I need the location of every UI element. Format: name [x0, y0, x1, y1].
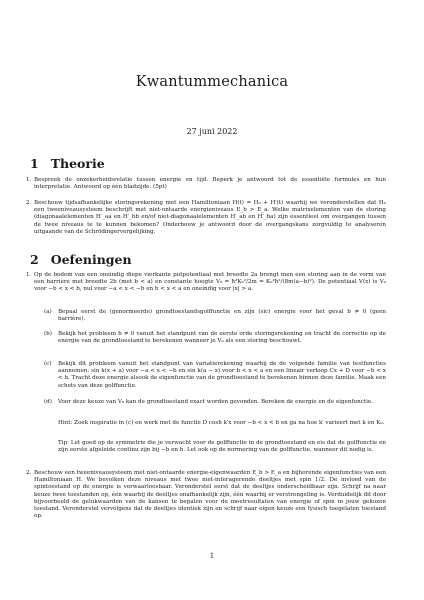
section-heading-oefeningen — [30, 252, 132, 267]
question-number: 2. — [26, 200, 32, 206]
document-title: Kwantummechanica — [135, 74, 289, 90]
part-label: (a) — [44, 309, 52, 315]
exercise-1-hint: Hint: Zoek inspiratie in (c) en werk met de functie D cosh k′x voor −b < x < b en ga na hoe k′ varieert met k en K₀. — [58, 420, 385, 426]
part-label: (c) — [44, 361, 52, 367]
part-text: Voor deze keuze van V₀ kan de grondtoestand exact worden gevonden. Bereken de energie en de eigenfunctie. — [58, 399, 373, 405]
part-text: Bepaal eerst de (genormeerde) grondtoestandsgolffunctie en zijn (sic) energie voor het geval b ≠ 0 (geen barrière). — [58, 309, 386, 323]
question-number: 1. — [26, 272, 32, 278]
question-number: 2. — [26, 470, 32, 476]
question-theory-2 — [26, 200, 386, 236]
question-text: Beschouw een tweeniveausysteem met niet-ontaarde energie-eigenwaarden E_b > E_a en bijhorende eigenfuncties van een Hamiltoniaan H. We bevolken deze niveaus met twee niet-interagerende deeltjes met spin 1/2. De invloed van de spintoestand op de energie is verwaarloosbaar. Veronderstel eerst dat de deeltjes onderscheidbaar zijn. Schrijf na naar keuze twee toestanden op, één waarbij de deeltjes onafhankelijk zijn, één waarbij er verstrengeling is. Verduidelijk dit door bijvoorbeeld de gelukwaarden van de kansen te bepalen voor de meetresultaten van energie of spin in jouw gekozen toestand. Veronderstel vervolgens dat de deeltjes identiek zijn en schrijf naar eigen keuze een fysisch toegelaten toestand op. — [34, 470, 386, 520]
question-text: Bespreek de onzekerheidsrelatie tussen energie en tijd. Beperk je antwoord tot de essentiële formules en hun interpretatie. Antwoord op één bladzijde. (5pt) — [34, 177, 386, 191]
exercise-1-part-b — [44, 331, 386, 345]
exercise-1-tip: Tip: Let goed op de symmetrie die je verwacht voor de golffunctie in de grondtoestand en eis dat de golffunctie en zijn eerste afgeleide continu zijn bij −b en b. Let ook op de normering van de golffunctie, wanneer dit nodig is. — [58, 440, 386, 454]
exercise-1-part-a — [44, 309, 386, 323]
section-title: Theorie — [50, 156, 105, 171]
section-number: 2 — [30, 252, 39, 267]
exercise-2 — [26, 470, 386, 520]
part-text: Bekijk het probleem b ≠ 0 vanuit het standpunt van de eerste orde storingsrekening en tracht de correctie op de energie van de grondtoestand te berekenen wanneer je V₀ als een storing beschouwt. — [58, 331, 386, 345]
section-title: Oefeningen — [50, 252, 132, 267]
exercise-1-part-d — [44, 399, 386, 406]
page-number: 1 — [209, 552, 215, 560]
document-date: 27 juni 2022 — [186, 127, 238, 136]
part-text: Bekijk dit probleem vanuit het standpunt van variatierekening waarbij de de volgende familie van testfuncties aannemen: sin k(x + a) voor −a < x < −b en sin k(a − x) voor b < x < a en een lineair verloop Cx + D voor −b < x < b. Tracht deze energie alsook de eigenfunctie van de grondtoestand te berekenen binnen deze familie. Maak een schets van deze golffunctie. — [58, 361, 386, 389]
exercise-1 — [26, 272, 386, 294]
part-label: (b) — [44, 331, 52, 337]
question-theory-1 — [26, 177, 386, 191]
part-label: (d) — [44, 399, 52, 405]
question-number: 1. — [26, 177, 32, 183]
section-number: 1 — [30, 156, 39, 171]
question-text: Beschouw tijdsafhankelijke storingsrekening met een Hamiltoniaan H(t) = H₀ + H′(t) waarbij we veronderstellen dat H₀ een tweeniveausysteem beschrijft met niet-ontaarde energieniveaus E_b > E_a. Welke matrixelementen van de storing (diagonaalelementen H′_aa en H′_bb en/of niet-diagonaalelementen H′_ab en H′_ba) zijn essentieel om overgangen tussen de twee niveaus te te kunnen bekomen? Onderbouw je antwoord door de overgangskans zorgvuldig te analyseren uitgaande van de Schrödingervergelijking. — [34, 200, 386, 235]
exercise-1-part-c — [44, 361, 386, 390]
question-text: Op de bodem van een oneindig diepe vierkante putpotentiaal met breedte 2a brengt men een storing aan in de vorm van een barrière met breedte 2b (met b < a) en constante hoogte V₀ = ħ²K₀²/2m = K₀²ħ²/(8m(a−b)²). De potentiaal V(x) is V₀ voor −b < x < b, nul voor −a < x < −b en b < x < a en oneindig voor |x| > a. — [34, 272, 386, 293]
section-heading-theorie — [30, 156, 105, 171]
